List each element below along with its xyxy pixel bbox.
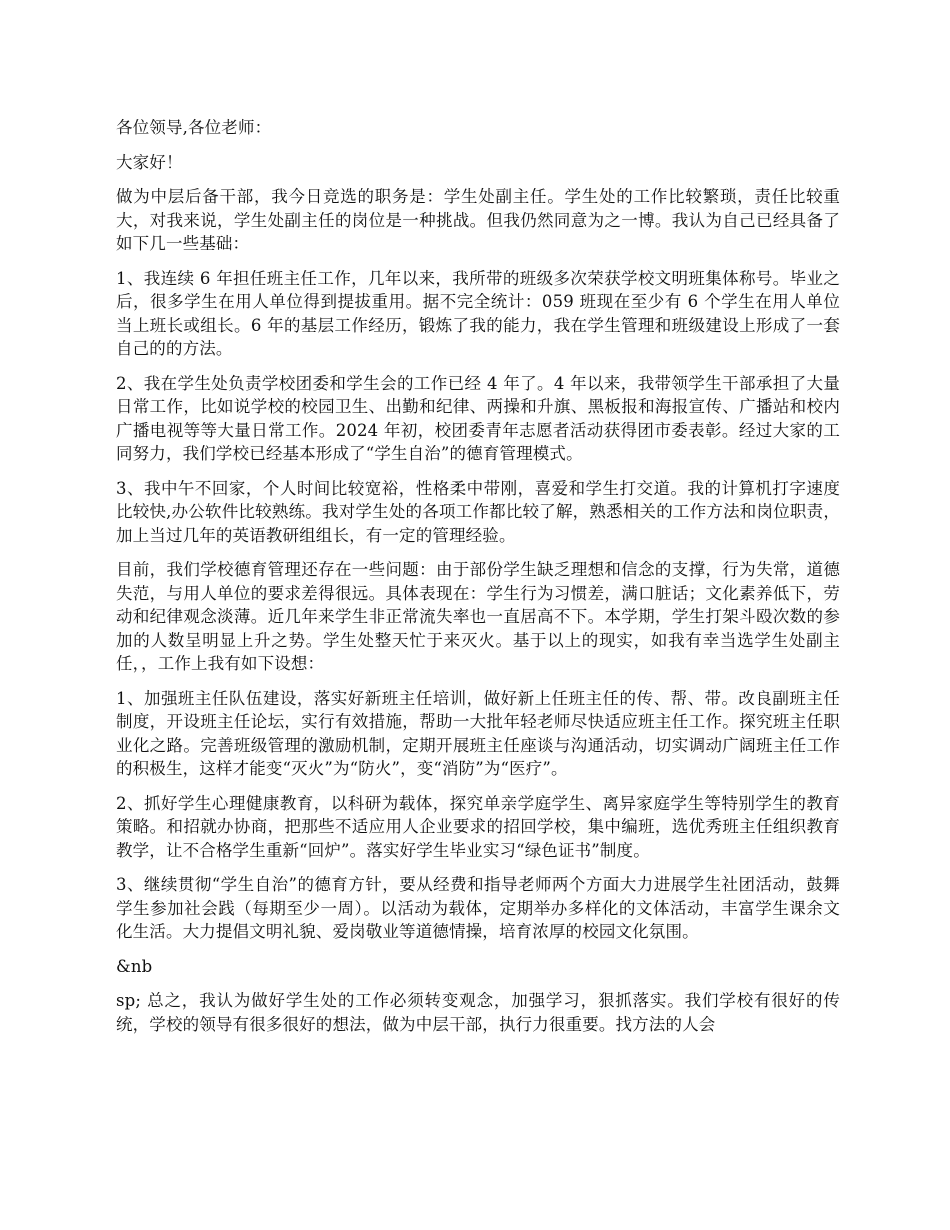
paragraph-plan-1: 1、加强班主任队伍建设，落实好新班主任培训，做好新上任班主任的传、帮、带。改良副班主任制度，开设班主任论坛，实行有效措施，帮助一大批年轻老师尽快适应班主任工作。探究班主任职业化之路。完善班级管理的激励机制，定期开展班主任座谈与沟通活动，切实调动广阔班主任工作的积极生，这样才能变“灭火”为“防火”，变“消防”为“医疗”。 [116,688,840,778]
paragraph-intro: 做为中层后备干部，我今日竞选的职务是：学生处副主任。学生处的工作比较繁琐，责任比较重大，对我来说，学生处副主任的岗位是一种挑战。但我仍然同意为之一博。我认为自己已经具备了如下几一些基础： [116,187,840,253]
paragraph-conclusion: sp; 总之，我认为做好学生处的工作必须转变观念，加强学习，狠抓落实。我们学校有很好的传统，学校的领导有很多很好的想法，做为中层干部，执行力很重要。找方法的人会 [116,991,840,1034]
document-page [116,116,840,1047]
paragraph-basis-2: 2、我在学生处负责学校团委和学生会的工作已经 4 年了。4 年以来，我带领学生干部承担了大量日常工作，比如说学校的校园卫生、出勤和纪律、两操和升旗、黑板报和海报宣传、广播站和校内广播电视等等大量日常工作。2024 年初，校团委青年志愿者活动获得团市委表彰。经过大家的工同努力，我们学校已经基本形成了“学生自治”的德育管理模式。 [116,373,840,463]
paragraph-basis-3: 3、我中午不回家，个人时间比较宽裕，性格柔中带刚，喜爱和学生打交道。我的计算机打字速度比较快,办公软件比较熟练。我对学生处的各项工作都比较了解，熟悉相关的工作方法和岗位职责，加上当过几年的英语教研组组长，有一定的管理经验。 [116,478,840,545]
greeting-line: 各位领导,各位老师： [116,118,272,137]
paragraph-plan-2: 2、抓好学生心理健康教育，以科研为载体，探究单亲学庭学生、离异家庭学生等特别学生的教育策略。和招就办协商，把那些不适应用人企业要求的招回学校，集中编班，选优秀班主任组织教育教学，让不合格学生重新“回炉”。落实好学生毕业实习“绿色证书”制度。 [116,793,840,860]
hello-line: 大家好！ [116,152,183,172]
paragraph-fragment: &nb [116,956,153,976]
paragraph-plan-3: 3、继续贯彻“学生自治”的德育方针，要从经费和指导老师两个方面大力进展学生社团活动，鼓舞学生参加社会践（每期至少一周）。以活动为载体，定期举办多样化的文体活动，丰富学生课余文化生活。大力提倡文明礼貌、爱岗敬业等道德情操，培育浓厚的校园文化氛围。 [116,875,840,941]
paragraph-problems: 目前，我们学校德育管理还存在一些问题：由于部份学生缺乏理想和信念的支撑，行为失常，道德失范，与用人单位的要求差得很远。具体表现在：学生行为习惯差，满口脏话；文化素养低下，劳动和纪律观念淡薄。近几年来学生非正常流失率也一直居高不下。本学期，学生打架斗殴次数的参加的人数呈明显上升之势。学生处整天忙于来灭火。基于以上的现实，如我有幸当选学生处副主任，，工作上我有如下设想： [116,560,840,673]
paragraph-basis-1: 1、我连续 6 年担任班主任工作，几年以来，我所带的班级多次荣获学校文明班集体称号。毕业之后，很多学生在用人单位得到提拔重用。据不完全统计：059 班现在至少有 6 个学生在用人单位当上班长或组长。6 年的基层工作经历，锻炼了我的能力，我在学生管理和班级建设上形成了一套自己的的方法。 [116,268,840,358]
